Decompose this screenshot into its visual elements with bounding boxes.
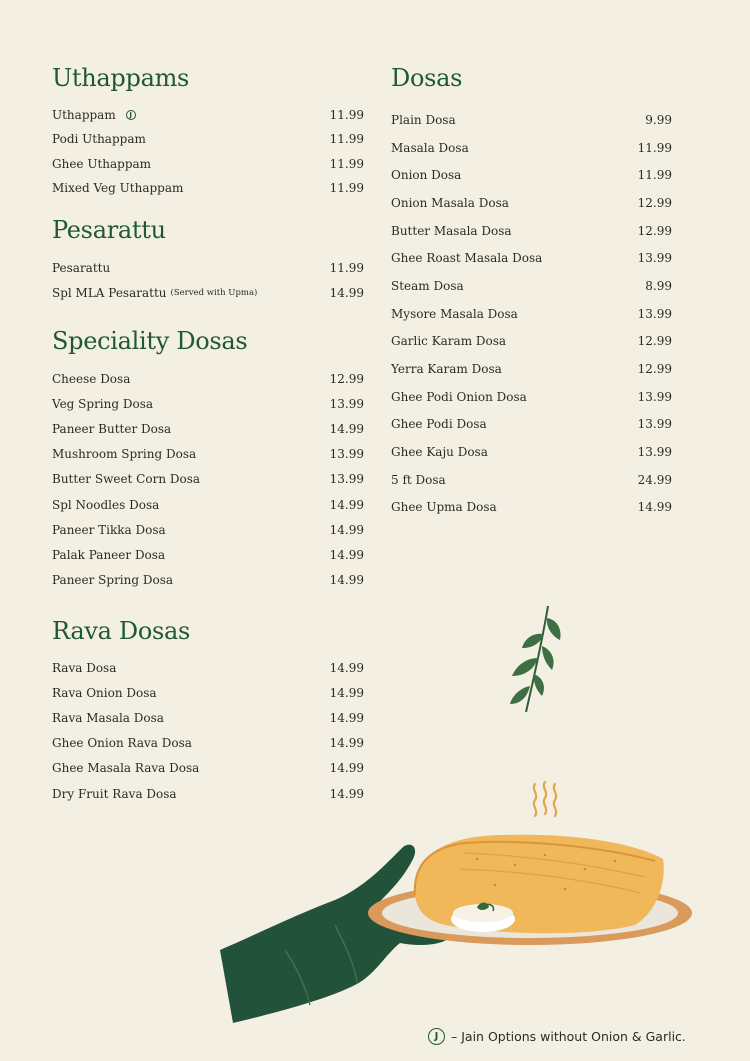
menu-item xyxy=(52,705,364,730)
item-name: Palak Paneer Dosa xyxy=(52,547,166,562)
section-uthappams xyxy=(52,63,364,200)
item-name: Paneer Spring Dosa xyxy=(52,573,174,588)
item-price: 13.99 xyxy=(329,472,364,487)
item-name: Paneer Tikka Dosa xyxy=(52,522,166,537)
item-price: 13.99 xyxy=(637,445,672,460)
item-name: Rava Masala Dosa xyxy=(52,710,164,725)
jain-option-icon: J xyxy=(126,110,136,120)
dosa-plate-illustration xyxy=(215,825,700,1025)
item-price: 14.99 xyxy=(637,500,672,515)
item-name: Mysore Masala Dosa xyxy=(391,306,518,321)
section-dosas xyxy=(391,63,672,521)
item-name: Mushroom Spring Dosa xyxy=(52,447,197,462)
item-price: 14.99 xyxy=(329,285,364,300)
item-price: 12.99 xyxy=(329,371,364,386)
item-name: Ghee Upma Dosa xyxy=(391,500,497,515)
item-price: 11.99 xyxy=(329,132,364,147)
menu-item xyxy=(391,106,672,134)
section-title: Pesarattu xyxy=(52,216,166,244)
item-name: Spl MLA Pesarattu xyxy=(52,285,167,300)
item-name: Garlic Karam Dosa xyxy=(391,334,507,349)
menu-item xyxy=(391,161,672,189)
menu-item xyxy=(52,680,364,705)
item-name: Ghee Onion Rava Dosa xyxy=(52,736,192,751)
section-speciality-dosas xyxy=(52,326,364,593)
menu-item xyxy=(52,568,364,593)
menu-item xyxy=(52,781,364,806)
item-name: Butter Masala Dosa xyxy=(391,223,512,238)
menu-item xyxy=(391,300,672,328)
item-price: 24.99 xyxy=(637,472,672,487)
item-name: Plain Dosa xyxy=(391,112,456,127)
menu-item xyxy=(52,176,364,200)
item-name: Mixed Veg Uthappam xyxy=(52,181,184,196)
menu-item xyxy=(52,655,364,680)
item-note: (Served with Upma) xyxy=(170,287,258,298)
menu-item xyxy=(52,467,364,492)
menu-item xyxy=(52,731,364,756)
item-name: Ghee Roast Masala Dosa xyxy=(391,251,543,266)
menu-item xyxy=(52,127,364,151)
steam-illustration xyxy=(528,780,562,820)
item-name: Ghee Masala Rava Dosa xyxy=(52,761,200,776)
item-price: 14.99 xyxy=(329,786,364,801)
section-title: Speciality Dosas xyxy=(52,327,248,355)
section-title: Dosas xyxy=(391,64,463,92)
item-name: Pesarattu xyxy=(52,260,111,275)
menu-item xyxy=(52,492,364,517)
item-price: 11.99 xyxy=(329,156,364,171)
item-name: Paneer Butter Dosa xyxy=(52,421,172,436)
item-price: 14.99 xyxy=(329,761,364,776)
item-price: 13.99 xyxy=(329,396,364,411)
item-price: 11.99 xyxy=(329,260,364,275)
item-price: 13.99 xyxy=(637,306,672,321)
menu-item xyxy=(391,466,672,494)
menu-item xyxy=(391,328,672,356)
menu-item xyxy=(391,383,672,411)
menu-item xyxy=(52,416,364,441)
menu-item xyxy=(52,152,364,176)
menu-item xyxy=(52,517,364,542)
jain-option-icon: J xyxy=(428,1028,445,1045)
menu-item xyxy=(52,542,364,567)
section-title: Uthappams xyxy=(52,64,190,92)
section-rava-dosas xyxy=(52,616,364,806)
item-name: Onion Dosa xyxy=(391,168,462,183)
item-price: 14.99 xyxy=(329,497,364,512)
menu-item xyxy=(391,217,672,245)
menu-item xyxy=(391,355,672,383)
item-name: Masala Dosa xyxy=(391,140,469,155)
menu-item xyxy=(52,756,364,781)
item-price: 8.99 xyxy=(645,278,672,293)
item-name: Dry Fruit Rava Dosa xyxy=(52,786,177,801)
item-price: 13.99 xyxy=(329,447,364,462)
item-price: 14.99 xyxy=(329,660,364,675)
item-price: 14.99 xyxy=(329,710,364,725)
menu-item xyxy=(52,366,364,391)
item-price: 11.99 xyxy=(329,181,364,196)
item-price: 12.99 xyxy=(637,362,672,377)
item-name: Ghee Kaju Dosa xyxy=(391,445,488,460)
menu-item xyxy=(391,494,672,522)
section-title: Rava Dosas xyxy=(52,617,191,645)
item-price: 12.99 xyxy=(637,195,672,210)
item-name: Spl Noodles Dosa xyxy=(52,497,160,512)
menu-item xyxy=(52,103,364,127)
item-price: 13.99 xyxy=(637,251,672,266)
menu-item xyxy=(391,438,672,466)
menu-item xyxy=(52,255,364,280)
item-price: 12.99 xyxy=(637,223,672,238)
item-price: 9.99 xyxy=(645,112,672,127)
item-name: Steam Dosa xyxy=(391,278,464,293)
section-pesarattu xyxy=(52,215,364,305)
item-name: Veg Spring Dosa xyxy=(52,396,154,411)
item-name: Rava Dosa xyxy=(52,660,117,675)
item-name: Podi Uthappam xyxy=(52,132,146,147)
item-price: 11.99 xyxy=(637,168,672,183)
menu-item xyxy=(52,280,364,305)
item-name: Uthappam xyxy=(52,108,116,123)
item-price: 11.99 xyxy=(637,140,672,155)
item-name: Onion Masala Dosa xyxy=(391,195,509,210)
jain-legend xyxy=(428,1028,686,1045)
item-name: Ghee Podi Onion Dosa xyxy=(391,389,527,404)
menu-item xyxy=(52,391,364,416)
item-price: 14.99 xyxy=(329,573,364,588)
item-price: 14.99 xyxy=(329,421,364,436)
menu-item xyxy=(391,189,672,217)
legend-text: – Jain Options without Onion & Garlic. xyxy=(451,1029,686,1044)
item-price: 14.99 xyxy=(329,547,364,562)
item-price: 14.99 xyxy=(329,522,364,537)
item-name: Ghee Podi Dosa xyxy=(391,417,487,432)
item-name: 5 ft Dosa xyxy=(391,472,446,487)
menu-item xyxy=(52,442,364,467)
item-name: Rava Onion Dosa xyxy=(52,685,157,700)
item-price: 13.99 xyxy=(637,417,672,432)
item-price: 12.99 xyxy=(637,334,672,349)
item-name: Cheese Dosa xyxy=(52,371,131,386)
menu-item xyxy=(391,134,672,162)
menu-item xyxy=(391,411,672,439)
item-price: 14.99 xyxy=(329,685,364,700)
item-name: Yerra Karam Dosa xyxy=(391,362,502,377)
item-price: 14.99 xyxy=(329,736,364,751)
item-price: 13.99 xyxy=(637,389,672,404)
item-name: Ghee Uthappam xyxy=(52,156,152,171)
menu-item xyxy=(391,272,672,300)
item-price: 11.99 xyxy=(329,108,364,123)
item-name: Butter Sweet Corn Dosa xyxy=(52,472,201,487)
menu-item xyxy=(391,244,672,272)
curry-leaf-illustration xyxy=(500,600,570,720)
